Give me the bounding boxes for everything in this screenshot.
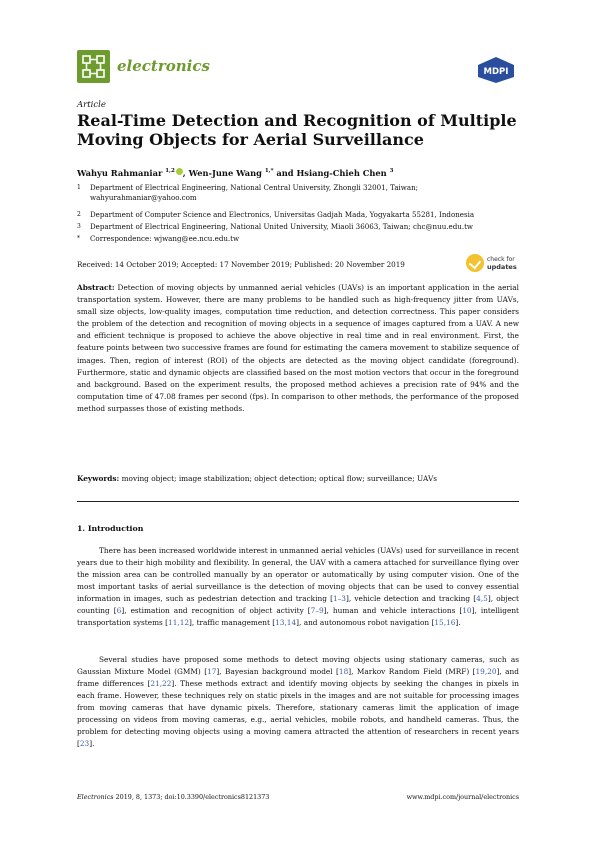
- paragraph-text: ], and frame differences [: [77, 667, 519, 689]
- affiliation-item: [77, 222, 527, 232]
- check-for-updates-button[interactable]: [466, 252, 521, 274]
- mdpi-logo-icon[interactable]: [476, 56, 516, 84]
- correspondence-item: [77, 234, 527, 244]
- journal-name: electronics: [117, 57, 210, 75]
- affiliation-email[interactable]: wahyurahmaniar@yahoo.com: [90, 193, 197, 202]
- citation-link[interactable]: 13,14: [275, 618, 297, 628]
- citation-link[interactable]: 17: [207, 667, 217, 677]
- paragraph-text: ], object counting [: [77, 594, 519, 616]
- citation-link[interactable]: 10: [462, 606, 472, 616]
- paragraph-text: ].: [89, 739, 95, 749]
- paragraph-text: ], Bayesian background model [: [216, 667, 339, 677]
- citation-link[interactable]: 15,16: [434, 618, 456, 628]
- footer-citation-text: 2019, 8, 1373; doi:10.3390/electronics8121373: [113, 793, 270, 801]
- affiliation-item: [77, 183, 527, 203]
- paragraph-text: ].: [455, 618, 461, 628]
- citation-link[interactable]: 11,12: [168, 618, 190, 628]
- affiliation-text: Department of Computer Science and Electronics, Universitas Gadjah Mada, Yogyakarta 55281, Indonesia: [90, 210, 475, 219]
- citation-link[interactable]: 21,22: [150, 679, 172, 689]
- paragraph-text: ]. These methods extract and identify moving objects by seeking the changes in pixels in each frame. However, these techniques rely on static pixels in the images and are not suitable for processing images from moving cameras that have dynamic pixels. Therefore, stationary cameras limit the application of image processing on videos from moving cameras, e.g., aerial vehicles, mobile robots, and handheld cameras. Thus, the problem for detecting moving objects using a moving camera attracted the attention of researchers in recent years [: [77, 679, 519, 749]
- footer-journal: Electronics: [77, 793, 114, 801]
- abstract-label: Abstract:: [77, 283, 115, 292]
- paragraph-text: There has been increased worldwide interest in unmanned aerial vehicles (UAVs) used for surveillance in recent years due to their high mobility and flexibility. In general, the UAV with a camera attached for surveillance flying over the mission area can be controlled manually by an operator or automatically by using computer vision. One of the most important tasks of aerial surveillance is the detection of moving objects that can be used to convey essential information in images, such as pedestrian detection and tracking [: [77, 546, 519, 604]
- citation-link[interactable]: 6: [116, 606, 122, 616]
- keywords-text: moving object; image stabilization; object detection; optical flow; surveillance; UAVs: [119, 474, 438, 483]
- paragraph-text: ], vehicle detection and tracking [: [345, 594, 477, 604]
- citation-link[interactable]: 19,20: [475, 667, 497, 677]
- citation-link[interactable]: 1–3: [332, 594, 346, 604]
- affiliation-number: *: [77, 235, 80, 242]
- author-affiliation-marker: 1,2: [165, 168, 175, 175]
- article-type: Article: [77, 100, 106, 110]
- paragraph-text: ], human and vehicle interactions [: [323, 606, 463, 616]
- affiliation-number: 3: [77, 223, 81, 230]
- publication-dates: Received: 14 October 2019; Accepted: 17 November 2019; Published: 20 November 2019: [77, 260, 405, 269]
- affiliation-number: 1: [77, 184, 81, 191]
- keywords: [77, 474, 519, 483]
- mdpi-logo-text: MDPI: [483, 67, 509, 77]
- author-name: Wahyu Rahmaniar: [77, 168, 163, 178]
- keywords-label: Keywords:: [77, 474, 120, 483]
- citation-link[interactable]: 4,5: [476, 594, 488, 604]
- section-divider: [77, 501, 519, 502]
- author-name: , Wen-June Wang: [182, 168, 262, 178]
- body-paragraph: [77, 654, 519, 750]
- paragraph-text: ], intelligent transportation systems [: [77, 606, 519, 628]
- affiliation-text: Department of Electrical Engineering, National United University, Miaoli 36063, Taiwan; chc@nuu.edu.tw: [90, 222, 474, 231]
- author-affiliation-marker: 1,*: [264, 168, 274, 175]
- abstract-text: Detection of moving objects by unmanned aerial vehicles (UAVs) is an important application in the aerial transportation system. However, there are many problems to be handled such as high-frequency jitter from UAVs, small size objects, low-quality images, computation time reduction, and detection correctness. This paper considers the problem of the detection and recognition of moving objects in a sequence of images captured from a UAV. A new and efficient technique is proposed to achieve the above objective in real time and in real environment. First, the feature points between two successive frames are found for estimating the camera movement to stabilize sequence of images. Then, region of interest (ROI) of the objects are detected as the moving object candidate (foreground). Furthermore, static and dynamic objects are classified based on the most motion vectors that occur in the foreground and background. Based on the experiment results, the proposed method achieves a precision rate of 94% and the computation time of 47.08 frames per second (fps). In comparison to other methods, the performance of the proposed method surpasses those of existing methods.: [77, 283, 519, 413]
- affiliation-number: 2: [77, 211, 81, 218]
- footer-citation: [77, 793, 269, 801]
- check-updates-line2: updates: [487, 263, 517, 271]
- citation-link[interactable]: 7–9: [310, 606, 324, 616]
- affiliation-item: [77, 210, 527, 220]
- correspondence-text[interactable]: Correspondence: wjwang@ee.ncu.edu.tw: [90, 234, 240, 243]
- checkmark-icon: [466, 254, 484, 272]
- footer-url[interactable]: www.mdpi.com/journal/electronics: [406, 793, 519, 801]
- paper-title: Real-Time Detection and Recognition of Multiple Moving Objects for Aerial Surveillance: [77, 111, 517, 149]
- paragraph-text: ], traffic management [: [189, 618, 276, 628]
- author-list: [77, 168, 393, 178]
- citation-link[interactable]: 18: [338, 667, 349, 677]
- body-paragraph: [77, 545, 519, 629]
- check-updates-line1: check for: [487, 256, 515, 263]
- citation-link[interactable]: 23: [79, 739, 90, 749]
- paragraph-text: Several studies have proposed some methods to detect moving objects using stationary cameras, such as Gaussian Mixture Model (GMM) [: [77, 655, 519, 677]
- journal-logo-icon: [77, 50, 110, 83]
- paragraph-text: ], Markov Random Field (MRF) [: [348, 667, 476, 677]
- paragraph-text: ], estimation and recognition of object activity [: [121, 606, 311, 616]
- author-name: and Hsiang-Chieh Chen: [273, 168, 387, 178]
- author-affiliation-marker: 3: [389, 168, 394, 175]
- section-heading: 1. Introduction: [77, 524, 144, 533]
- affiliation-text: Department of Electrical Engineering, National Central University, Zhongli 32001, Taiwan;: [90, 183, 419, 192]
- paragraph-text: ], and autonomous robot navigation [: [296, 618, 435, 628]
- orcid-icon[interactable]: [176, 168, 183, 175]
- abstract: [77, 282, 519, 415]
